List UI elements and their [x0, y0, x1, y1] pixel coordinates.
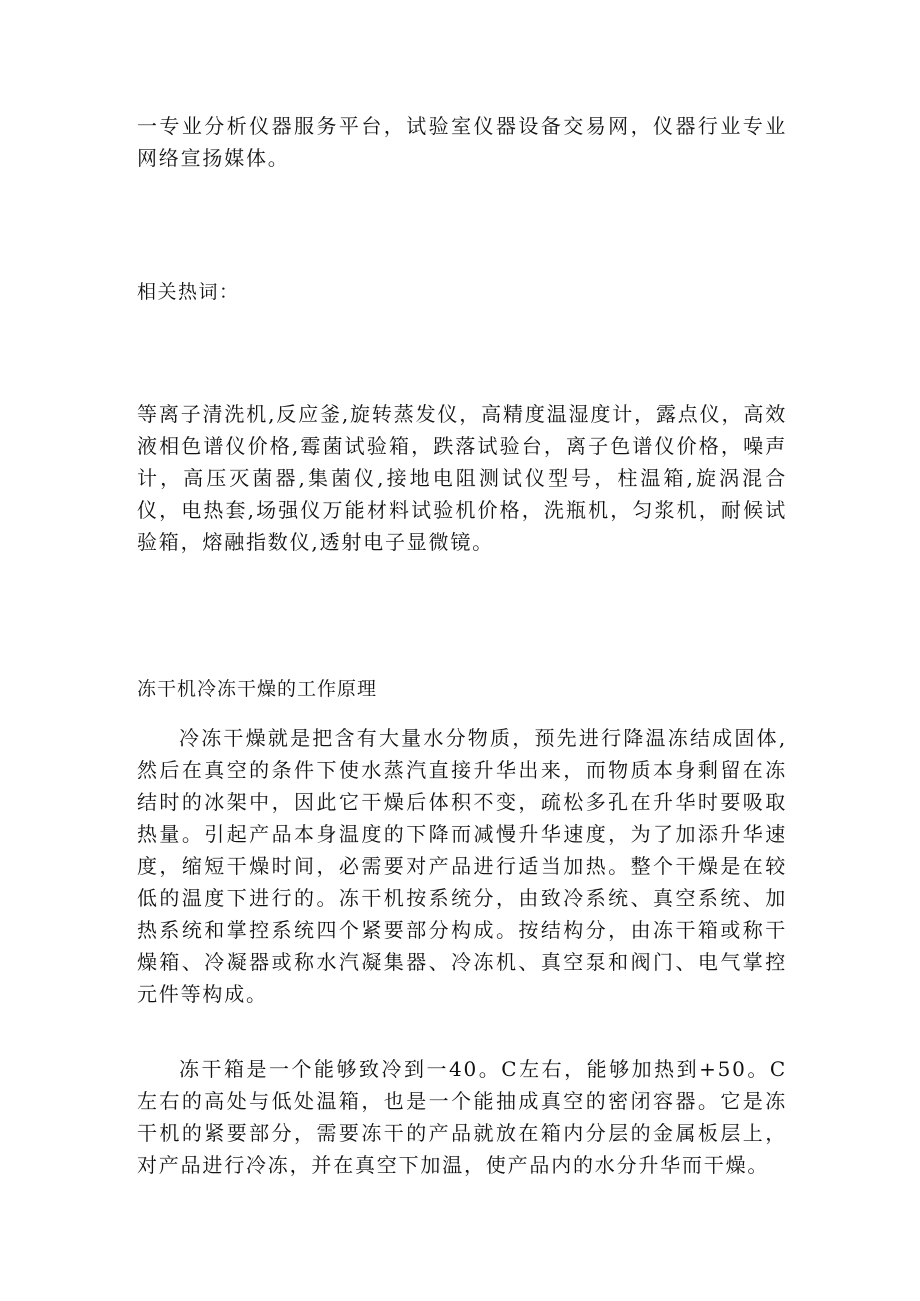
hotwords-list: 等离子清洗机,反应釜,旋转蒸发仪，高精度温湿度计，露点仪，高效液相色谱仪价格,霉菌试验箱，跌落试验台，离子色谱仪价格，噪声计，高压灭菌器,集菌仪,接地电阻测试仪型号，柱温箱,旋涡混合仪，电热套,场强仪万能材料试验机价格，洗瓶机，匀浆机，耐候试验箱，熔融指数仪,透射电子显微镜。 — [137, 402, 787, 554]
intro-paragraph: 一专业分析仪器服务平台，试验室仪器设备交易网，仪器行业专业网络宣扬媒体。 — [137, 114, 787, 170]
body-paragraph-chamber: 冻干箱是一个能够致冷到一40。C左右，能够加热到+50。C左右的高处与低处温箱，也是一个能抽成真空的密闭容器。它是冻干机的紧要部分，需要冻干的产品就放在箱内分层的金属板层上，对产品进行冷冻，并在真空下加温，使产品内的水分升华而干燥。 — [137, 1057, 787, 1177]
body-paragraph-principle: 冷冻干燥就是把含有大量水分物质，预先进行降温冻结成固体,然后在真空的条件下使水蒸汽直接升华出来，而物质本身剩留在冻结时的冰架中，因此它干燥后体积不变，疏松多孔在升华时要吸取热量。引起产品本身温度的下降而减慢升华速度，为了加添升华速度，缩短干燥时间，必需要对产品进行适当加热。整个干燥是在较低的温度下进行的。冻干机按系统分，由致冷系统、真空系统、加热系统和掌控系统四个紧要部分构成。按结构分，由冻干箱或称干燥箱、冷凝器或称水汽凝集器、冷冻机、真空泵和阀门、电气掌控元件等构成。 — [137, 726, 787, 1006]
hotwords-label: 相关热词： — [137, 281, 240, 303]
section-title: 冻干机冷冻干燥的工作原理 — [137, 678, 378, 700]
